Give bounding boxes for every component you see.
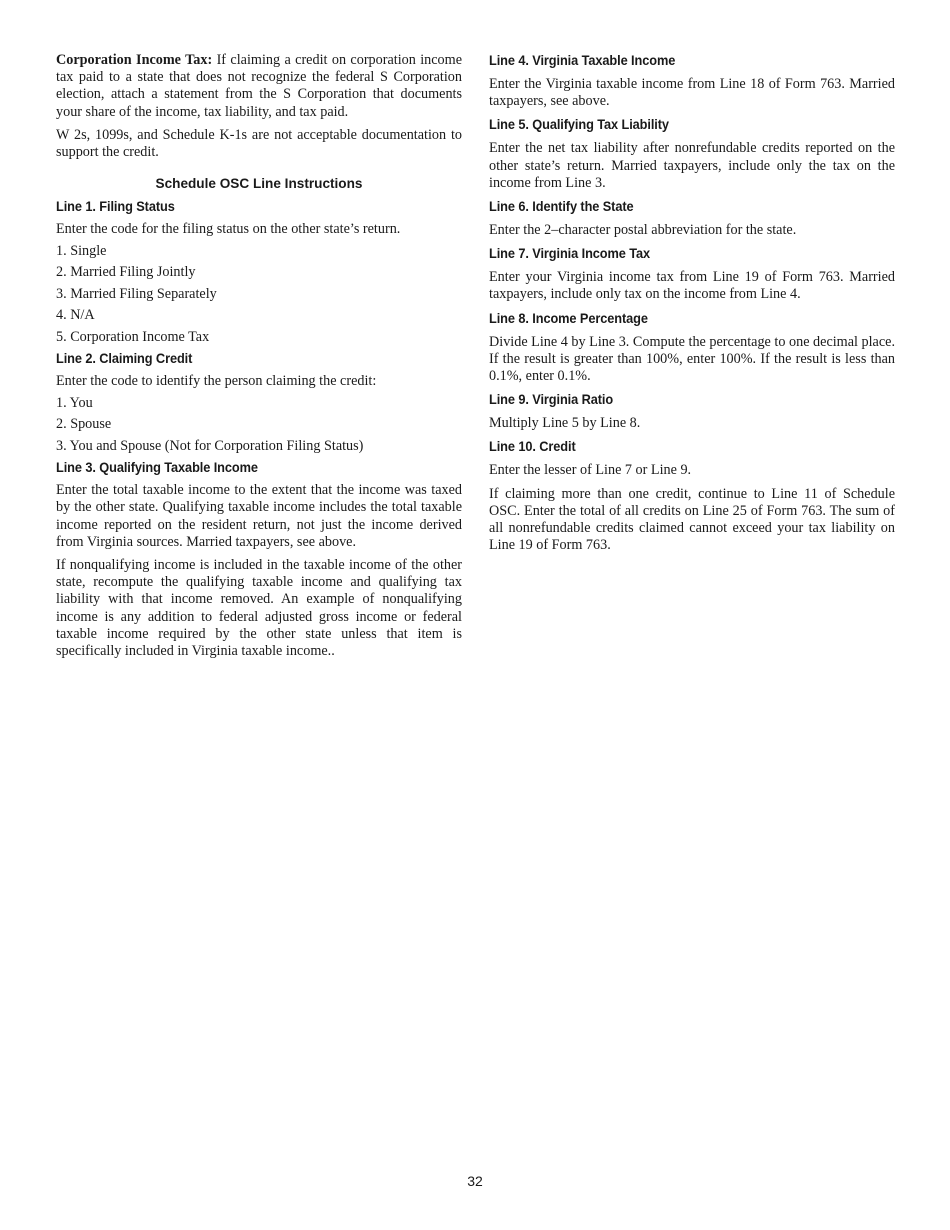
filing-status-item: 4. N/A: [56, 307, 95, 324]
corporation-income-tax-label: Corporation Income Tax:: [56, 52, 213, 68]
line-1-heading: Line 1. Filing Status: [56, 199, 175, 215]
filing-status-item: 5. Corporation Income Tax: [56, 328, 210, 345]
filing-status-item: 1. Single: [56, 242, 107, 259]
line-1-text: Enter the code for the filing status on the other state’s return.: [56, 221, 401, 238]
left-column: [56, 52, 462, 666]
filing-status-item: 3. Married Filing Separately: [56, 285, 217, 302]
line-2-text: Enter the code to identify the person claiming the credit:: [56, 373, 377, 390]
claimant-item: 3. You and Spouse (Not for Corporation Filing Status): [56, 437, 364, 454]
line-10-text-2: If claiming more than one credit, continue to Line 11 of Schedule OSC. Enter the total of all credits on Line 25 of Form 763. The sum of all nonrefundable credits claimed cannot exceed your tax liability on Line 19 of Form 763.: [489, 485, 895, 554]
documentation-note: W 2s, 1099s, and Schedule K-1s are not acceptable documentation to support the credit.: [56, 126, 462, 161]
corporation-income-tax-paragraph: [56, 52, 462, 121]
line-10-text-1: Enter the lesser of Line 7 or Line 9.: [489, 462, 692, 479]
right-column: [489, 52, 895, 560]
line-6-text: Enter the 2–character postal abbreviation for the state.: [489, 222, 797, 239]
line-4-heading: Line 4. Virginia Taxable Income: [489, 53, 676, 68]
line-9-text: Multiply Line 5 by Line 8.: [489, 415, 641, 432]
section-title: Schedule OSC Line Instructions: [155, 176, 363, 192]
line-9-heading: Line 9. Virginia Ratio: [489, 392, 614, 408]
line-3-heading: Line 3. Qualifying Taxable Income: [56, 460, 258, 476]
page-number: 32: [467, 1173, 483, 1189]
line-8-heading: Line 8. Income Percentage: [489, 310, 648, 326]
line-4-text: Enter the Virginia taxable income from Line 18 of Form 763. Married taxpayers, see above.: [489, 76, 895, 110]
filing-status-item: 2. Married Filing Jointly: [56, 264, 196, 281]
corporation-income-tax-text: If claiming a credit on corporation income tax paid to a state that does not recognize the federal S Corporation election, attach a statement from the S Corporation that documents your share of the income, tax liability, and tax paid.: [56, 52, 462, 120]
line-5-heading: Line 5. Qualifying Tax Liability: [489, 117, 669, 133]
line-2-heading: Line 2. Claiming Credit: [56, 351, 193, 367]
line-10-heading: Line 10. Credit: [489, 439, 576, 455]
line-8-text: Divide Line 4 by Line 3. Compute the percentage to one decimal place. If the result is greater than 100%, enter 100%. If the result is less than 0.1%, enter 0.1%.: [489, 333, 895, 385]
line-3-text-1: Enter the total taxable income to the extent that the income was taxed by the other state. Qualifying taxable income includes the total taxable income reported on the resident return, not just the income derived from Virginia sources. Married taxpayers, see above.: [56, 482, 462, 550]
line-6-heading: Line 6. Identify the State: [489, 199, 634, 215]
line-3-text-2: If nonqualifying income is included in the taxable income of the other state, recompute the qualifying taxable income and qualifying tax liability with that income removed. An example of nonqualifying income is any addition to federal adjusted gross income or federal taxable income required by the other state unless that item is specifically included in Virginia taxable income..: [56, 557, 462, 660]
line-5-text: Enter the net tax liability after nonrefundable credits reported on the other state’s return. Married taxpayers, include only the tax on the income from Line 3.: [489, 140, 895, 191]
line-7-heading: Line 7. Virginia Income Tax: [489, 246, 651, 262]
line-7-text: Enter your Virginia income tax from Line 19 of Form 763. Married taxpayers, include only tax on the income from Line 4.: [489, 269, 895, 303]
claimant-item: 2. Spouse: [56, 416, 112, 433]
claimant-item: 1. You: [56, 394, 93, 411]
